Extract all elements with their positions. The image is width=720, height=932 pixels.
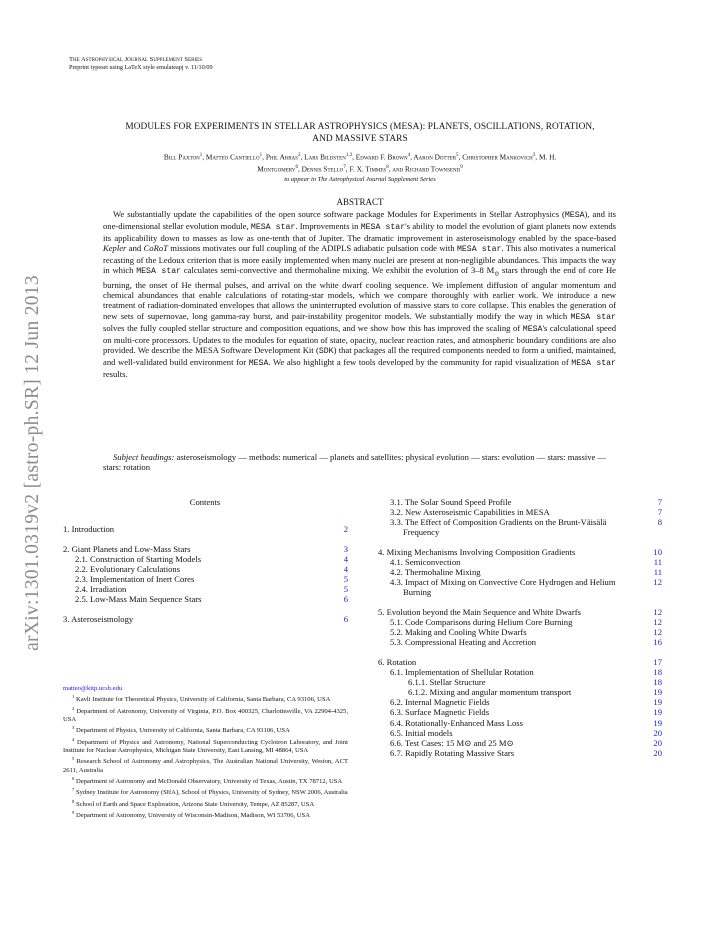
author-name: M. H.: [538, 152, 557, 162]
footnote-text: Research School of Astronomy and Astrophysics, The Australian National University, Weston, ACT 2611, Australia: [63, 758, 348, 774]
affiliation-footnote: [63, 798, 348, 809]
toc-entry[interactable]: [63, 584, 348, 594]
affiliation-footnote: [63, 724, 348, 735]
toc-entry-page-link[interactable]: 4: [343, 553, 348, 564]
author-line-2: Montgomery$^6$, Dennis Stello$^7$, F. X. Timmes$^8$, and Richard Townsend$^9$: [257, 164, 463, 174]
author-affiliation-mark: 2: [297, 153, 301, 158]
toc-entry-title: 3. Asteroseismology: [63, 613, 134, 624]
author-affiliation-mark: 5: [456, 153, 459, 158]
toc-entry-title: 2.3. Implementation of Inert Cores: [75, 573, 195, 584]
footnote-text: Department of Physics and Astronomy, National Superconducting Cyclotron Laboratory, and Joint Institute for Nuclear Astrophysics, Michigan State University, East Lansing, MI 48864, USA: [63, 738, 348, 754]
toc-entry[interactable]: [378, 657, 662, 667]
toc-entry[interactable]: [378, 697, 662, 707]
toc-entry-page-link[interactable]: 10: [653, 546, 662, 557]
toc-entry-title: 6.3. Surface Magnetic Fields: [390, 707, 490, 718]
toc-entry-page-link[interactable]: 20: [653, 727, 662, 738]
toc-entry-title: 6.2. Internal Magnetic Fields: [390, 697, 490, 708]
author-affiliation-mark: 1,3: [345, 153, 353, 158]
toc-entry-page-link[interactable]: 12: [653, 577, 662, 588]
toc-entry[interactable]: [63, 574, 348, 584]
toc-entry[interactable]: [378, 707, 662, 717]
toc-entry[interactable]: [378, 567, 662, 577]
toc-entry[interactable]: [378, 627, 662, 637]
affiliation-footnote: [63, 705, 348, 725]
author-affiliation-mark: 1: [199, 153, 203, 158]
toc-entry-title: 6.1. Implementation of Shellular Rotation: [390, 667, 534, 678]
toc-entry-page-link[interactable]: 19: [653, 707, 662, 718]
affiliation-footnote: [63, 736, 348, 756]
subject-headings-label: Subject headings:: [113, 452, 175, 462]
toc-entry[interactable]: [378, 517, 662, 537]
toc-entry-title: 2.2. Evolutionary Calculations: [75, 563, 181, 574]
footnote-mark: 7: [72, 787, 75, 793]
toc-entry-title: 4.3. Impact of Mixing on Convective Core Hydrogen and Helium Burning: [390, 577, 616, 598]
toc-entry-title: 3.1. The Solar Sound Speed Profile: [390, 497, 512, 507]
author-name: Phil Arras: [265, 152, 298, 162]
preprint-note: Preprint typeset using LaTeX style emulateapj v. 11/10/09: [69, 64, 213, 71]
contents-heading: Contents: [189, 497, 221, 507]
toc-entry-page-link[interactable]: 20: [653, 747, 662, 758]
footnotes: [63, 685, 348, 820]
footnote-text: Kavli Institute for Theoretical Physics, University of California, Santa Barbara, CA 93106, USA: [74, 696, 331, 704]
toc-entry-page-link[interactable]: 5: [343, 573, 348, 584]
author-name: Aaron Dotter: [413, 152, 457, 162]
author-name: Lars Bildsten: [304, 152, 346, 162]
footnote-mark: 6: [72, 775, 75, 781]
toc-entry-title: 2.5. Low-Mass Main Sequence Stars: [75, 594, 202, 605]
toc-entry[interactable]: [378, 728, 662, 738]
journal-header: [69, 56, 213, 72]
abstract-body: [103, 209, 616, 379]
toc-entry-page-link[interactable]: 19: [653, 717, 662, 728]
toc-entry[interactable]: [63, 544, 348, 554]
toc-entry-page-link[interactable]: 7: [657, 497, 662, 507]
toc-entry[interactable]: [63, 524, 348, 534]
toc-entry-title: 3.3. The Effect of Composition Gradients on the Brunt-Väisälä Frequency: [390, 517, 607, 538]
affiliation-footnote: [63, 755, 348, 775]
toc-left-column: [63, 524, 348, 624]
toc-entry-title: 6. Rotation: [378, 657, 417, 667]
affiliation-footnote: [63, 786, 348, 797]
toc-entry-title: 2.1. Construction of Starting Models: [75, 553, 202, 564]
toc-entry-page-link[interactable]: 18: [653, 677, 662, 688]
footnote-mark: 2: [72, 705, 75, 711]
author-affiliation-mark: 6: [295, 165, 298, 171]
toc-entry-title: 3.2. New Asteroseismic Capabilities in MESA: [390, 507, 550, 518]
toc-entry[interactable]: [378, 738, 662, 748]
author-list: [62, 150, 658, 175]
toc-entry-page-link[interactable]: 12: [653, 627, 662, 638]
title-line-1: MODULES FOR EXPERIMENTS IN STELLAR ASTROPHYSICS (MESA): PLANETS, OSCILLATIONS, ROTATION,: [125, 122, 595, 132]
affiliation-footnote: [63, 809, 348, 820]
toc-entry-title: 5.2. Making and Cooling White Dwarfs: [390, 627, 527, 638]
author-name: Dennis Stello: [301, 164, 344, 174]
toc-entry[interactable]: [378, 617, 662, 627]
abstract-heading: ABSTRACT: [336, 197, 384, 207]
toc-entry-page-link[interactable]: 19: [653, 697, 662, 708]
toc-entry[interactable]: [378, 748, 662, 758]
footnote-text: Department of Astronomy, University of Virginia, P.O. Box 400325, Charlottesville, VA 22904-4325, USA: [63, 707, 348, 723]
toc-entry-title: 6.6. Test Cases: 15 M⊙ and 25 M⊙: [390, 737, 514, 748]
toc-entry-page-link[interactable]: 20: [653, 737, 662, 748]
author-affiliation-mark: 4: [407, 153, 411, 158]
toc-entry-page-link[interactable]: 18: [653, 667, 662, 678]
author-name: Bill Paxton: [163, 152, 200, 162]
toc-entry[interactable]: [378, 497, 662, 507]
toc-entry[interactable]: [378, 557, 662, 567]
toc-entry[interactable]: [63, 614, 348, 624]
publication-note: to appear in The Astrophysical Journal Supplement Series: [284, 176, 436, 183]
footnote-text: Department of Astronomy and McDonald Observatory, University of Texas, Austin, TX 78712, USA: [74, 777, 343, 785]
toc-entry-title: 2. Giant Planets and Low-Mass Stars: [63, 543, 191, 554]
author-name: Montgomery: [257, 164, 296, 174]
toc-entry[interactable]: [378, 667, 662, 677]
toc-entry-page-link[interactable]: 4: [343, 563, 348, 574]
author-line-1: Bill Paxton$^1$, Matteo Cantiello$^1$, Phil Arras$^2$, Lars Bildsten$^{1,3}$, Edward F. Brown$^4$, Aaron Dotter$^5$, Christopher Mankovich$^3$, M. H.: [163, 152, 557, 162]
arxiv-identifier-stamp: arXiv:1301.0319v2 [astro-ph.SR] 12 Jun 2013: [22, 275, 43, 651]
author-affiliation-mark: 9: [460, 165, 463, 171]
toc-entry[interactable]: [378, 507, 662, 517]
toc-entry-title: 1. Introduction: [63, 524, 115, 534]
author-affiliation-mark: 7: [343, 165, 346, 171]
toc-entry-title: 4.2. Thermohaline Mixing: [390, 567, 481, 578]
toc-entry[interactable]: [378, 547, 662, 557]
toc-entry-page-link[interactable]: 11: [653, 567, 662, 578]
toc-spacer: [378, 537, 662, 547]
footnote-mark: 9: [72, 809, 75, 815]
toc-spacer: [63, 604, 348, 614]
author-affiliation-mark: 8: [386, 165, 389, 171]
toc-entry-page-link[interactable]: 7: [657, 507, 662, 518]
toc-entry[interactable]: [378, 687, 662, 697]
paper-title: [60, 122, 660, 145]
toc-spacer: [378, 597, 662, 607]
footnote-mark: 1: [72, 694, 75, 700]
toc-entry[interactable]: [63, 594, 348, 604]
toc-entry-page-link[interactable]: 16: [653, 637, 662, 648]
toc-entry-page-link[interactable]: 12: [653, 607, 662, 618]
toc-entry[interactable]: [378, 637, 662, 647]
toc-entry-page-link[interactable]: 12: [653, 617, 662, 628]
toc-entry-page-link[interactable]: 6: [343, 594, 348, 605]
toc-entry-page-link[interactable]: 3: [343, 543, 348, 554]
author-affiliation-mark: 3: [532, 153, 536, 158]
affiliation-footnotes: [63, 693, 348, 820]
toc-entry-page-link[interactable]: 2: [343, 524, 348, 534]
footnote-mark: 4: [72, 736, 75, 742]
toc-entry[interactable]: [63, 564, 348, 574]
toc-entry[interactable]: [378, 607, 662, 617]
toc-entry-title: 6.4. Rotationally-Enhanced Mass Loss: [390, 717, 523, 728]
toc-entry-title: 6.1.2. Mixing and angular momentum transport: [408, 687, 572, 698]
author-name: F. X. Timmes: [349, 164, 387, 174]
toc-right-column: [378, 497, 662, 758]
title-line-2: AND MASSIVE STARS: [312, 133, 408, 144]
toc-entry-title: 5.3. Compressional Heating and Accretion: [390, 637, 537, 648]
affiliation-footnote: [63, 775, 348, 786]
toc-entry[interactable]: [63, 554, 348, 564]
toc-entry[interactable]: [378, 577, 662, 597]
footnote-text: Department of Physics, University of California, Santa Barbara, CA 93106, USA: [74, 727, 290, 735]
toc-entry-page-link[interactable]: 8: [657, 517, 662, 528]
toc-entry[interactable]: [378, 718, 662, 728]
journal-name: The Astrophysical Journal Supplement Series: [69, 56, 202, 63]
toc-entry-title: 5.1. Code Comparisons during Helium Core Burning: [390, 617, 573, 628]
toc-entry[interactable]: [378, 677, 662, 687]
toc-entry-page-link[interactable]: 11: [653, 557, 662, 568]
toc-entry-title: 6.5. Initial models: [390, 727, 453, 738]
footnote-text: Sydney Institute for Astronomy (SIfA), School of Physics, University of Sydney, NSW 2006, Australia: [74, 789, 348, 797]
toc-entry-title: 4. Mixing Mechanisms Involving Composition Gradients: [378, 546, 576, 557]
author-name: Matteo Cantiello: [205, 152, 260, 162]
abstract-paragraph: We substantially update the capabilities of the open source software package Modules for Experiments in Stellar Astrophysics (MESA), and its one-dimensional stellar evolution module, MESA star. Improvements in MESA star's ability to model the evolution of giant planets now extends its applicability down to masses as low as one-tenth that of Jupiter. The dramatic improvement in asteroseismology enabled by the space-based Kepler and CoRoT missions motivates our full coupling of the ADIPLS adiabatic pulsation code with MESA star. This also motivates a numerical recasting of the Ledoux criterion that is more easily implemented when many nuclei are present at non-negligible abundances. This impacts the way in which MESA star calculates semi-convective and thermohaline mixing. We exhibit the evolution of 3–8 $M_⊙$ stars through the end of core He burning, the onset of He thermal pulses, and arrival on the white dwarf cooling sequence. We implement diffusion of angular momentum and chemical abundances that enable calculations of rotating-star models, which we compare thoroughly with earlier work. We introduce a new treatment of radiation-dominated envelopes that allows the uninterrupted evolution of massive stars to core collapse. This enables the generation of new sets of supernovae, long gamma-ray burst, and pair-instability progenitor models. We substantially modify the way in which MESA star solves the fully coupled stellar structure and composition equations, and we show how this has improved the scaling of MESA's calculational speed on multi-core processors. Updates to the modules for equation of state, opacity, nuclear reaction rates, and atmospheric boundary conditions are also provided. We describe the MESA Software Development Kit (SDK) that packages all the required components needed to form a unified, maintained, and well-validated build environment for MESA. We also highlight a few tools developed by the community for rapid visualization of MESA star results.: [103, 209, 616, 380]
toc-entry-title: 6.1.1. Stellar Structure: [408, 677, 486, 688]
footnote-text: School of Earth and Space Exploration, Arizona State University, Tempe, AZ 85287, USA: [74, 800, 315, 808]
toc-entry-title: 5. Evolution beyond the Main Sequence and White Dwarfs: [378, 607, 581, 618]
footnote-text: Department of Astronomy, University of Wisconsin-Madison, Madison, WI 53706, USA: [74, 812, 310, 820]
toc-entry-title: 6.7. Rapidly Rotating Massive Stars: [390, 747, 515, 758]
subject-headings-text: asteroseismology — methods: numerical — planets and satellites: physical evolution — stars: evolution — stars: massive — stars: rotation: [103, 452, 607, 473]
toc-entry-page-link[interactable]: 6: [343, 613, 348, 624]
toc-spacer: [378, 647, 662, 657]
toc-entry-page-link[interactable]: 17: [653, 657, 662, 667]
contact-email-link[interactable]: matteo@kitp.ucsb.edu: [63, 685, 123, 692]
author-name: and Richard Townsend: [392, 164, 461, 174]
toc-spacer: [63, 534, 348, 544]
subject-headings: [103, 452, 616, 472]
footnote-mark: 5: [72, 756, 75, 762]
footnote-mark: 8: [72, 798, 75, 804]
author-affiliation-mark: 1: [259, 153, 263, 158]
toc-entry-title: 2.4. Irradiation: [75, 584, 127, 595]
footnote-mark: 3: [72, 725, 75, 731]
toc-entry-title: 4.1. Semiconvection: [390, 557, 461, 568]
affiliation-footnote: [63, 693, 348, 704]
toc-entry-page-link[interactable]: 19: [653, 687, 662, 698]
author-name: Edward F. Brown: [355, 152, 408, 162]
author-name: Christopher Mankovich: [462, 152, 533, 162]
toc-entry-page-link[interactable]: 5: [343, 584, 348, 595]
